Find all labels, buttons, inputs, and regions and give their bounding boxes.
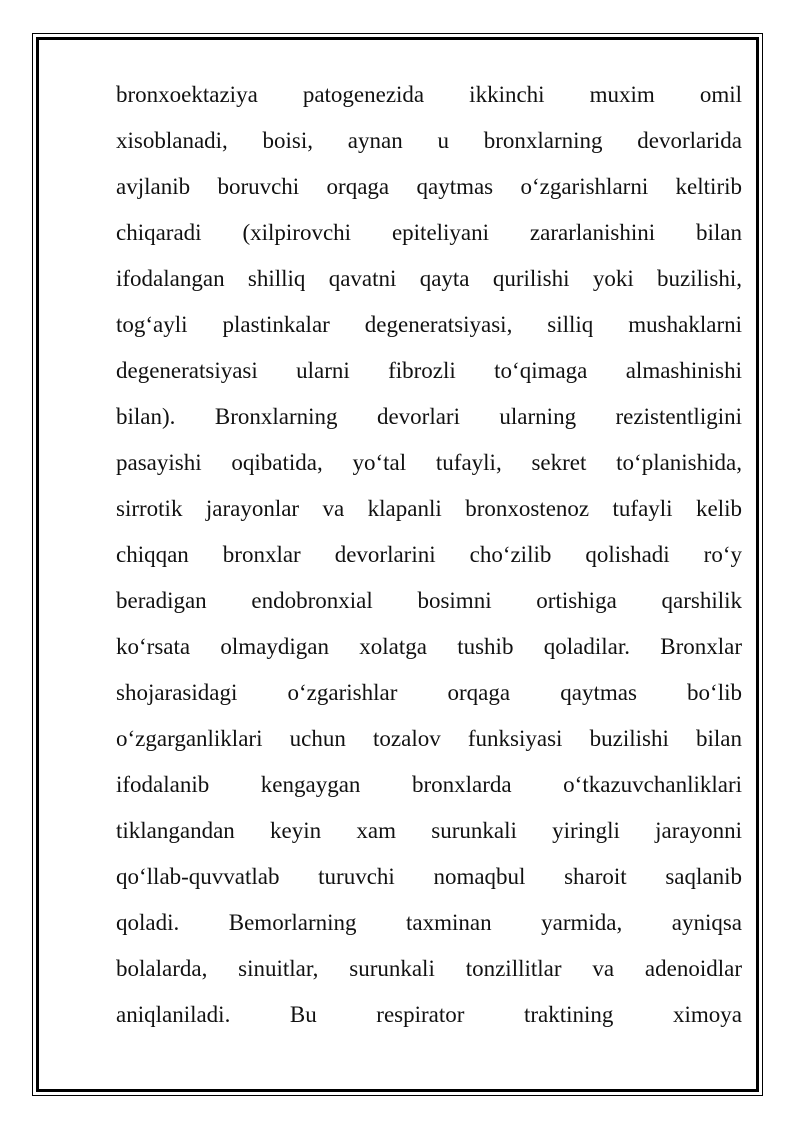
text-line: sirrotik jarayonlar va klapanli bronxostenoz tufayli kelib <box>116 496 742 521</box>
text-line: pasayishi oqibatida, yo‘tal tufayli, sekret to‘planishida, <box>116 450 742 475</box>
text-line: xisoblanadi, boisi, aynan u bronxlarning devorlarida <box>116 128 742 153</box>
text-line: degeneratsiyasi ularni fibrozli to‘qimaga almashinishi <box>116 358 742 383</box>
text-line: qoladi. Bemorlarning taxminan yarmida, ayniqsa <box>116 910 742 935</box>
text-line: o‘zgarganliklari uchun tozalov funksiyasi buzilishi bilan <box>116 726 742 751</box>
text-line: qo‘llab-quvvatlab turuvchi nomaqbul sharoit saqlanib <box>116 864 742 889</box>
text-line: chiqqan bronxlar devorlarini cho‘zilib qolishadi ro‘y <box>116 542 742 567</box>
text-line: tog‘ayli plastinkalar degeneratsiyasi, silliq mushaklarni <box>116 312 742 337</box>
text-line: ifodalanib kengaygan bronxlarda o‘tkazuvchanliklari <box>116 772 742 797</box>
text-line: avjlanib boruvchi orqaga qaytmas o‘zgarishlarni keltirib <box>116 174 742 199</box>
text-line: bolalarda, sinuitlar, surunkali tonzillitlar va adenoidlar <box>116 956 742 981</box>
text-line: aniqlaniladi. Bu respirator traktining ximoya <box>116 1002 742 1027</box>
body-paragraph <box>116 76 742 1042</box>
text-line: bilan). Bronxlarning devorlari ularning rezistentligini <box>116 404 742 429</box>
text-line: tiklangandan keyin xam surunkali yiringli jarayonni <box>116 818 742 843</box>
text-line: ko‘rsata olmaydigan xolatga tushib qoladilar. Bronxlar <box>116 634 742 659</box>
text-line: shojarasidagi o‘zgarishlar orqaga qaytmas bo‘lib <box>116 680 742 705</box>
text-line: beradigan endobronxial bosimni ortishiga qarshilik <box>116 588 742 613</box>
text-line: chiqaradi (xilpirovchi epiteliyani zararlanishini bilan <box>116 220 742 245</box>
text-line: bronxoektaziya patogenezida ikkinchi muxim omil <box>116 82 742 107</box>
text-line: ifodalangan shilliq qavatni qayta qurilishi yoki buzilishi, <box>116 266 742 291</box>
